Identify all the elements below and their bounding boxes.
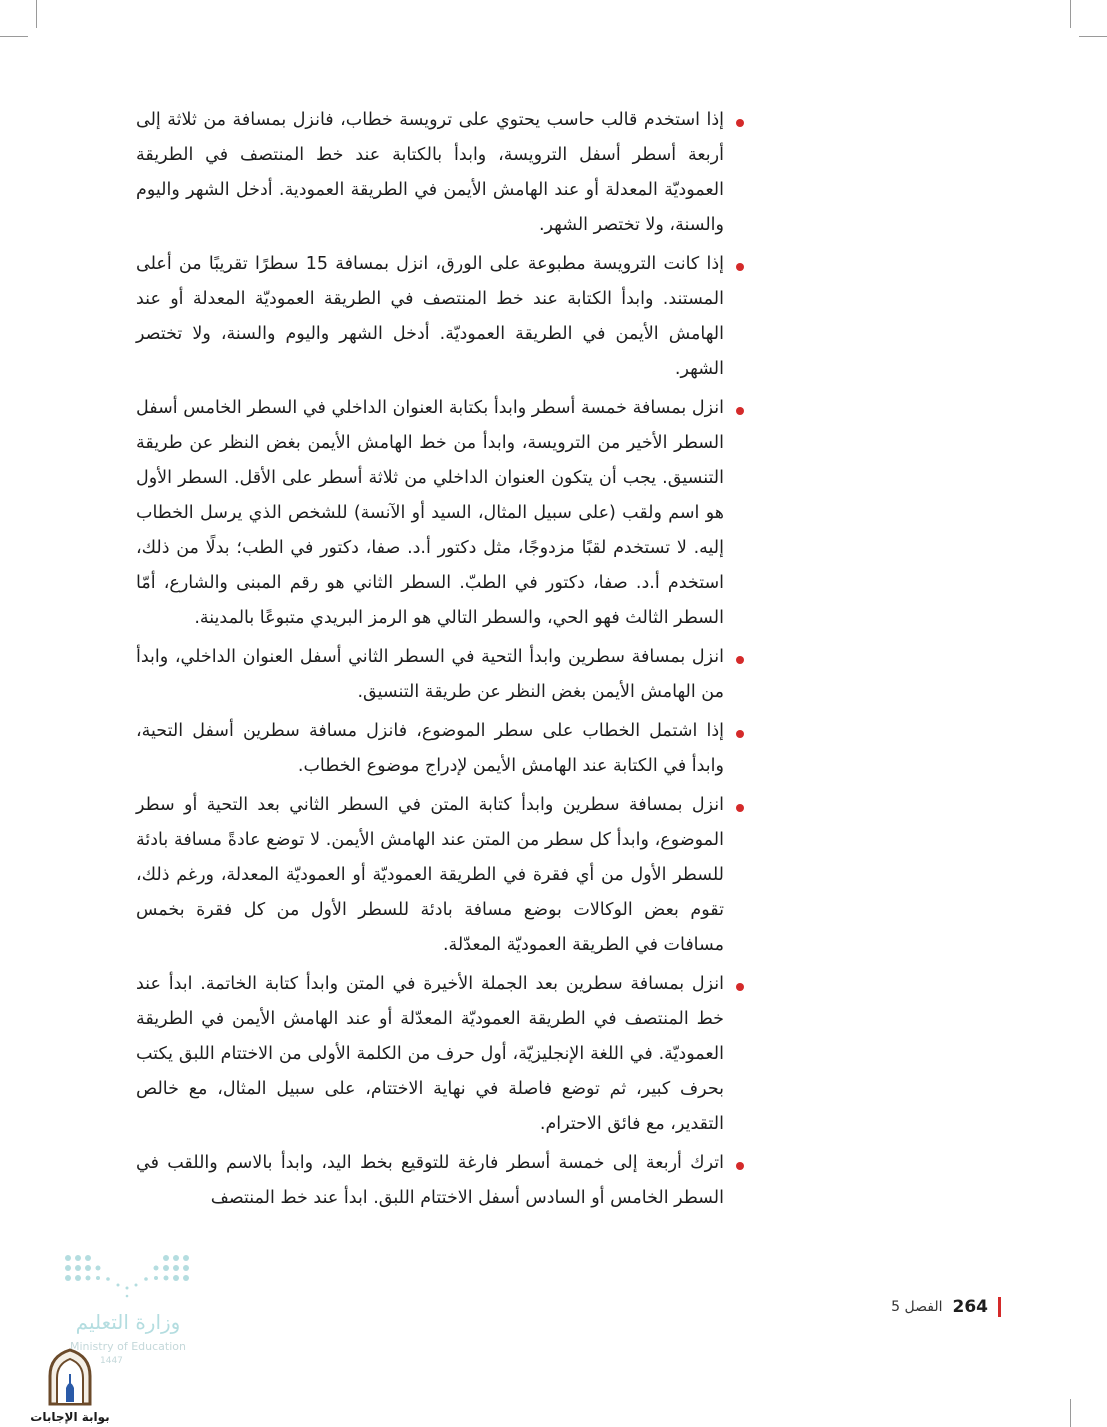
crop-mark-top-left [36,0,37,28]
bullet-dot-icon [736,804,744,812]
paragraph-text: انزل بمسافة سطرين وابدأ التحية في السطر الثاني أسفل العنوان الداخلي، وابدأ من الهامش الأيمن بغض النظر عن طريقة التنسيق. [136,647,724,702]
bullet-dot-icon [736,1162,744,1170]
paragraph-text: اترك أربعة إلى خمسة أسطر فارغة للتوقيع بخط اليد، وابدأ بالاسم واللقب في السطر الخامس أو السادس أسفل الاختتام اللبق. ابدأ عند خط المنتصف [136,1153,724,1208]
bullet-item-2 [136,247,748,387]
ministry-year: 1447 [100,1356,123,1366]
watermark-text: بوابة الإجابات [30,1410,110,1424]
chapter-label: الفصل 5 [891,1299,943,1315]
paragraph-text: إذا استخدم قالب حاسب يحتوي على ترويسة خطاب، فانزل بمسافة من ثلاثة إلى أربعة أسطر أسفل الترويسة، وابدأ بالكتابة عند خط المنتصف في الطريقة العموديّة المعدلة أو عند الهامش الأيمن في الطريقة العمودية. أدخل الشهر واليوم والسنة، ولا تختصر الشهر. [136,110,724,235]
bullet-dot-icon [736,656,744,664]
paragraph-text: إذا كانت الترويسة مطبوعة على الورق، انزل بمسافة 15 سطرًا تقريبًا من أعلى المستند. وابدأ الكتابة عند خط المنتصف في الطريقة العموديّة المعدلة أو عند الهامش الأيمن في الطريقة العموديّة. أدخل الشهر واليوم والسنة، ولا تختصر الشهر. [136,254,724,379]
crop-mark-top-right [1070,0,1071,28]
footer-divider [998,1297,1001,1317]
bullet-item-6 [136,788,748,963]
mosque-arch-icon [30,1348,110,1406]
crop-mark-bottom-right [1070,1399,1071,1427]
bullet-item-8 [136,1146,748,1216]
bullet-dot-icon [736,407,744,415]
page-footer [891,1297,1001,1317]
crop-mark-right-top [1079,36,1107,37]
bullet-item-7 [136,967,748,1142]
bullet-dot-icon [736,983,744,991]
ministry-dots-icon [60,1252,200,1302]
page-body [136,103,748,1220]
ministry-name-english: Ministry of Education [69,1340,186,1353]
crop-mark-left-top [0,36,28,37]
bullet-item-4 [136,640,748,710]
ministry-name-arabic: وزارة التعليم [75,1310,181,1334]
paragraph-text: انزل بمسافة سطرين وابدأ كتابة المتن في السطر الثاني بعد التحية أو سطر الموضوع، وابدأ كل سطر من المتن عند الهامش الأيمن. لا توضع عادةً مسافة بادئة للسطر الأول من أي فقرة في الطريقة العموديّة أو العموديّة المعدلة، ورغم ذلك، تقوم بعض الوكالات بوضع مسافة بادئة للسطر الأول من كل فقرة بخمس مسافات في الطريقة العموديّة المعدّلة. [136,795,724,955]
bullet-list [136,103,748,1216]
bullet-dot-icon [736,119,744,127]
bullet-item-1 [136,103,748,243]
bullet-item-5 [136,714,748,784]
paragraph-text: انزل بمسافة سطرين بعد الجملة الأخيرة في المتن وابدأ كتابة الخاتمة. ابدأ عند خط المنتصف في الطريقة العموديّة المعدّلة أو عند الهامش الأيمن في الطريقة العموديّة. في اللغة الإنجليزيّة، أول حرف من الكلمة الأولى من الاختتام اللبق يكتب بحرف كبير، ثم توضع فاصلة في نهاية الاختتام، على سبيل المثال، مع خالص التقدير، مع فائق الاحترام. [136,974,724,1134]
bullet-dot-icon [736,730,744,738]
bullet-item-3 [136,391,748,636]
page-number: 264 [952,1297,988,1317]
paragraph-text: انزل بمسافة خمسة أسطر وابدأ بكتابة العنوان الداخلي في السطر الخامس أسفل السطر الأخير من الترويسة، وابدأ من خط الهامش الأيمن بغض النظر عن طريقة التنسيق. يجب أن يتكون العنوان الداخلي من ثلاثة أسطر على الأقل. السطر الأول هو اسم ولقب (على سبيل المثال، السيد أو الآنسة) للشخص الذي يرسل الخطاب إليه. لا تستخدم لقبًا مزدوجًا، مثل دكتور أ.د. صفا، دكتور في الطب؛ بدلًا من ذلك، استخدم أ.د. صفا، دكتور في الطبّ. السطر الثاني هو رقم المبنى والشارع، أمّا السطر الثالث فهو الحي، والسطر التالي هو الرمز البريدي متبوعًا بالمدينة. [136,398,724,628]
bullet-dot-icon [736,263,744,271]
watermark [30,1348,110,1424]
paragraph-text: إذا اشتمل الخطاب على سطر الموضوع، فانزل مسافة سطرين أسفل التحية، وابدأ في الكتابة عند الهامش الأيمن لإدراج موضوع الخطاب. [136,721,724,776]
